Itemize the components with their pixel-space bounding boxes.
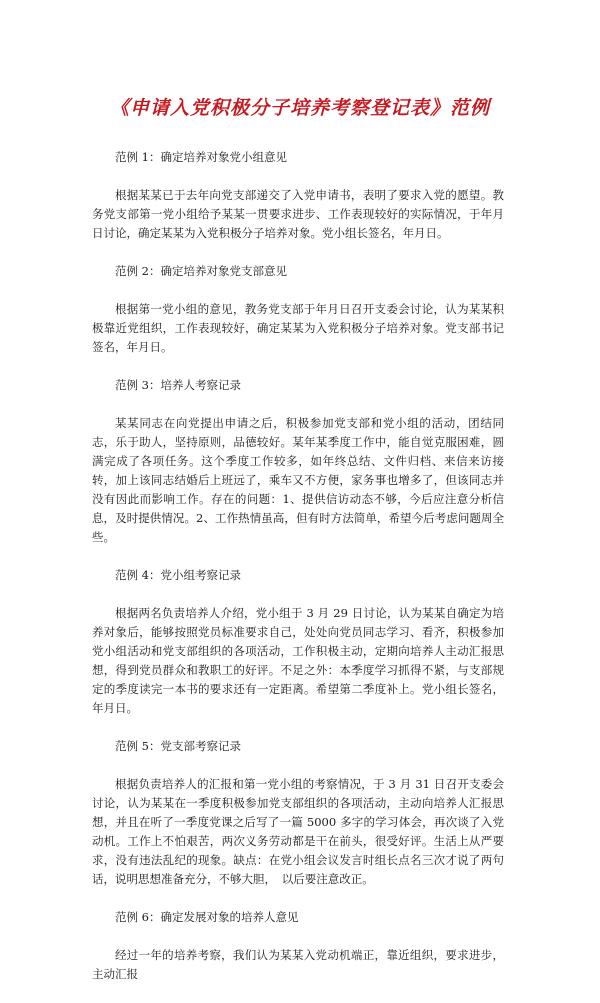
section-heading-3: 范例 3：培养人考察记录	[115, 378, 241, 392]
section-text-1: 根据某某已于去年向党支部递交了入党申请书，表明了要求入党的愿望。教务党支部第一党小组给予某某一贯要求进步、工作表现较好的实际情况，于年月日讨论，确定某某为入党积极分子培养对象。党小组长签名，年月日。	[92, 188, 504, 240]
section-heading-2: 范例 2：确定培养对象党支部意见	[115, 264, 287, 278]
section-text-5: 根据负责培养人的汇报和第一党小组的考察情况，于 3 月 31 日召开支委会讨论，认为某某在一季度积极参加党支部组织的各项活动，主动向培养人汇报思想，并且在听了一季度党课之后写了一篇 5000 多字的学习体会，再次谈了入党动机。工作上不怕艰苦，两次义务劳动都是干在前头，很受好评。生活上从严要求，没有违法乱纪的现象。缺点：在党小组会议发言时组长点名三次才说了两句话，说明思想准备充分，不够大胆， 以后要注意改正。	[92, 777, 504, 886]
document-body	[92, 148, 504, 1003]
section-text-3: 某某同志在向党提出申请之后，积极参加党支部和党小组的活动，团结同志，乐于助人，坚持原则，品德较好。某年某季度工作中，能自觉克服困难，圆满完成了各项任务。这个季度工作较多，如年终总结、文件归档、来信来访接转，加上该同志结婚后上班远了，乘车又不方便，家务事也增多了，但该同志并没有因此而影响工作。存在的问题：1、提供信访动态不够，今后应注意分析信息，及时提供情况。2、工作热情虽高，但有时方法简单，希望今后考虑问题周全些。	[92, 416, 504, 544]
section-heading-5: 范例 5：党支部考察记录	[115, 739, 241, 753]
document-title: 《申请入党积极分子培养考察登记表》范例	[109, 97, 490, 119]
section-text-2: 根据第一党小组的意见，教务党支部于年月日召开支委会讨论，认为某某积极靠近党组织，工作表现较好，确定某某为入党积极分子培养对象。党支部书记签名，年月日。	[92, 302, 504, 354]
section-heading-4: 范例 4：党小组考察记录	[115, 568, 241, 582]
section-heading-6: 范例 6：确定发展对象的培养人意见	[115, 910, 299, 924]
section-text-4: 根据两名负责培养人介绍，党小组于 3 月 29 日讨论，认为某某自确定为培养对象后，能够按照党员标准要求自己，处处向党员同志学习、看齐，积极参加党小组活动和党支部组织的各项活动，工作积极主动，定期向培养人主动汇报思想，得到党员群众和教职工的好评。不足之外：本季度学习抓得不紧，与支部规定的季度读完一本书的要求还有一定距离。希望第二季度补上。党小组长签名，年月日。	[92, 606, 504, 715]
section-text-6: 经过一年的培养考察，我们认为某某入党动机端正，靠近组织，要求进步，主动汇报	[92, 948, 504, 981]
section-heading-1: 范例 1：确定培养对象党小组意见	[115, 150, 287, 164]
